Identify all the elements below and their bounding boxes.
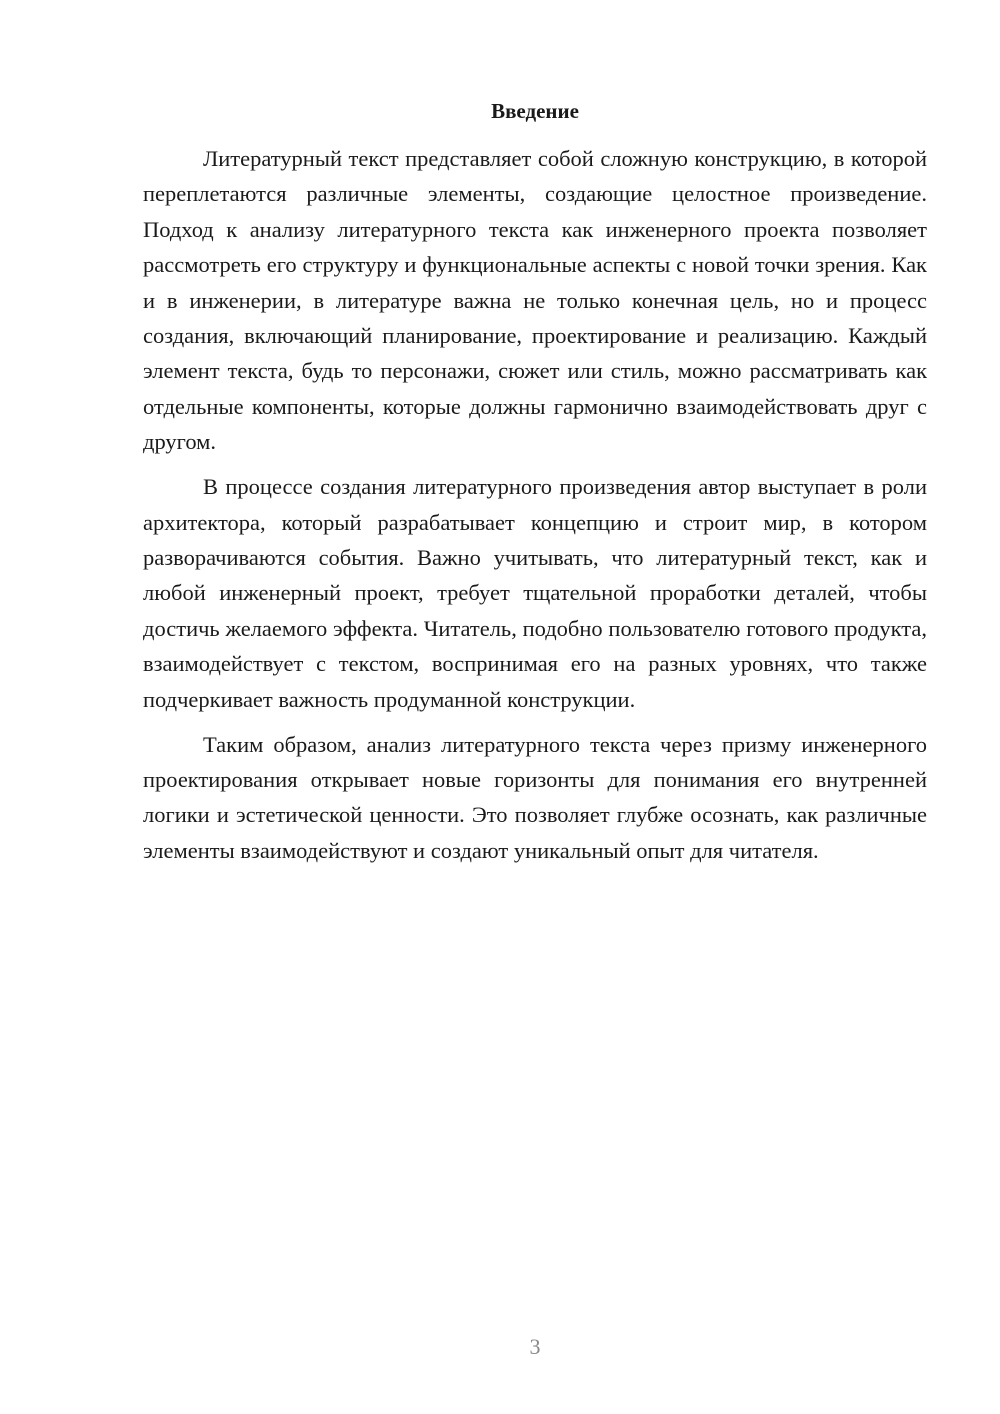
paragraph-1: Литературный текст представляет собой сложную конструкцию, в которой переплетаются различные элементы, создающие целостное произведение. Подход к анализу литературного текста как инженерного проекта позволяет рассмотреть его структуру и функциональные аспекты с новой точки зрения. Как и в инженерии, в литературе важна не только конечная цель, но и процесс создания, включающий планирование, проектирование и реализацию. Каждый элемент текста, будь то персонажи, сюжет или стиль, можно рассматривать как отдельные компоненты, которые должны гармонично взаимодействовать друг с другом. xyxy=(143,146,927,455)
paragraph-3: Таким образом, анализ литературного текста через призму инженерного проектирования открывает новые горизонты для понимания его внутренней логики и эстетической ценности. Это позволяет глубже осознать, как различные элементы взаимодействуют и создают уникальный опыт для читателя. xyxy=(143,731,927,863)
paragraph-2: В процессе создания литературного произведения автор выступает в роли архитектора, который разрабатывает концепцию и строит мир, в котором разворачиваются события. Важно учитывать, что литературный текст, как и любой инженерный проект, требует тщательной проработки деталей, чтобы достичь желаемого эффекта. Читатель, подобно пользователю готового продукта, взаимодействует с текстом, воспринимая его на разных уровнях, что также подчеркивает важность продуманной конструкции. xyxy=(143,474,927,712)
page-number: 3 xyxy=(529,1334,541,1359)
page-title: Введение xyxy=(491,99,579,123)
document-body xyxy=(143,141,927,878)
